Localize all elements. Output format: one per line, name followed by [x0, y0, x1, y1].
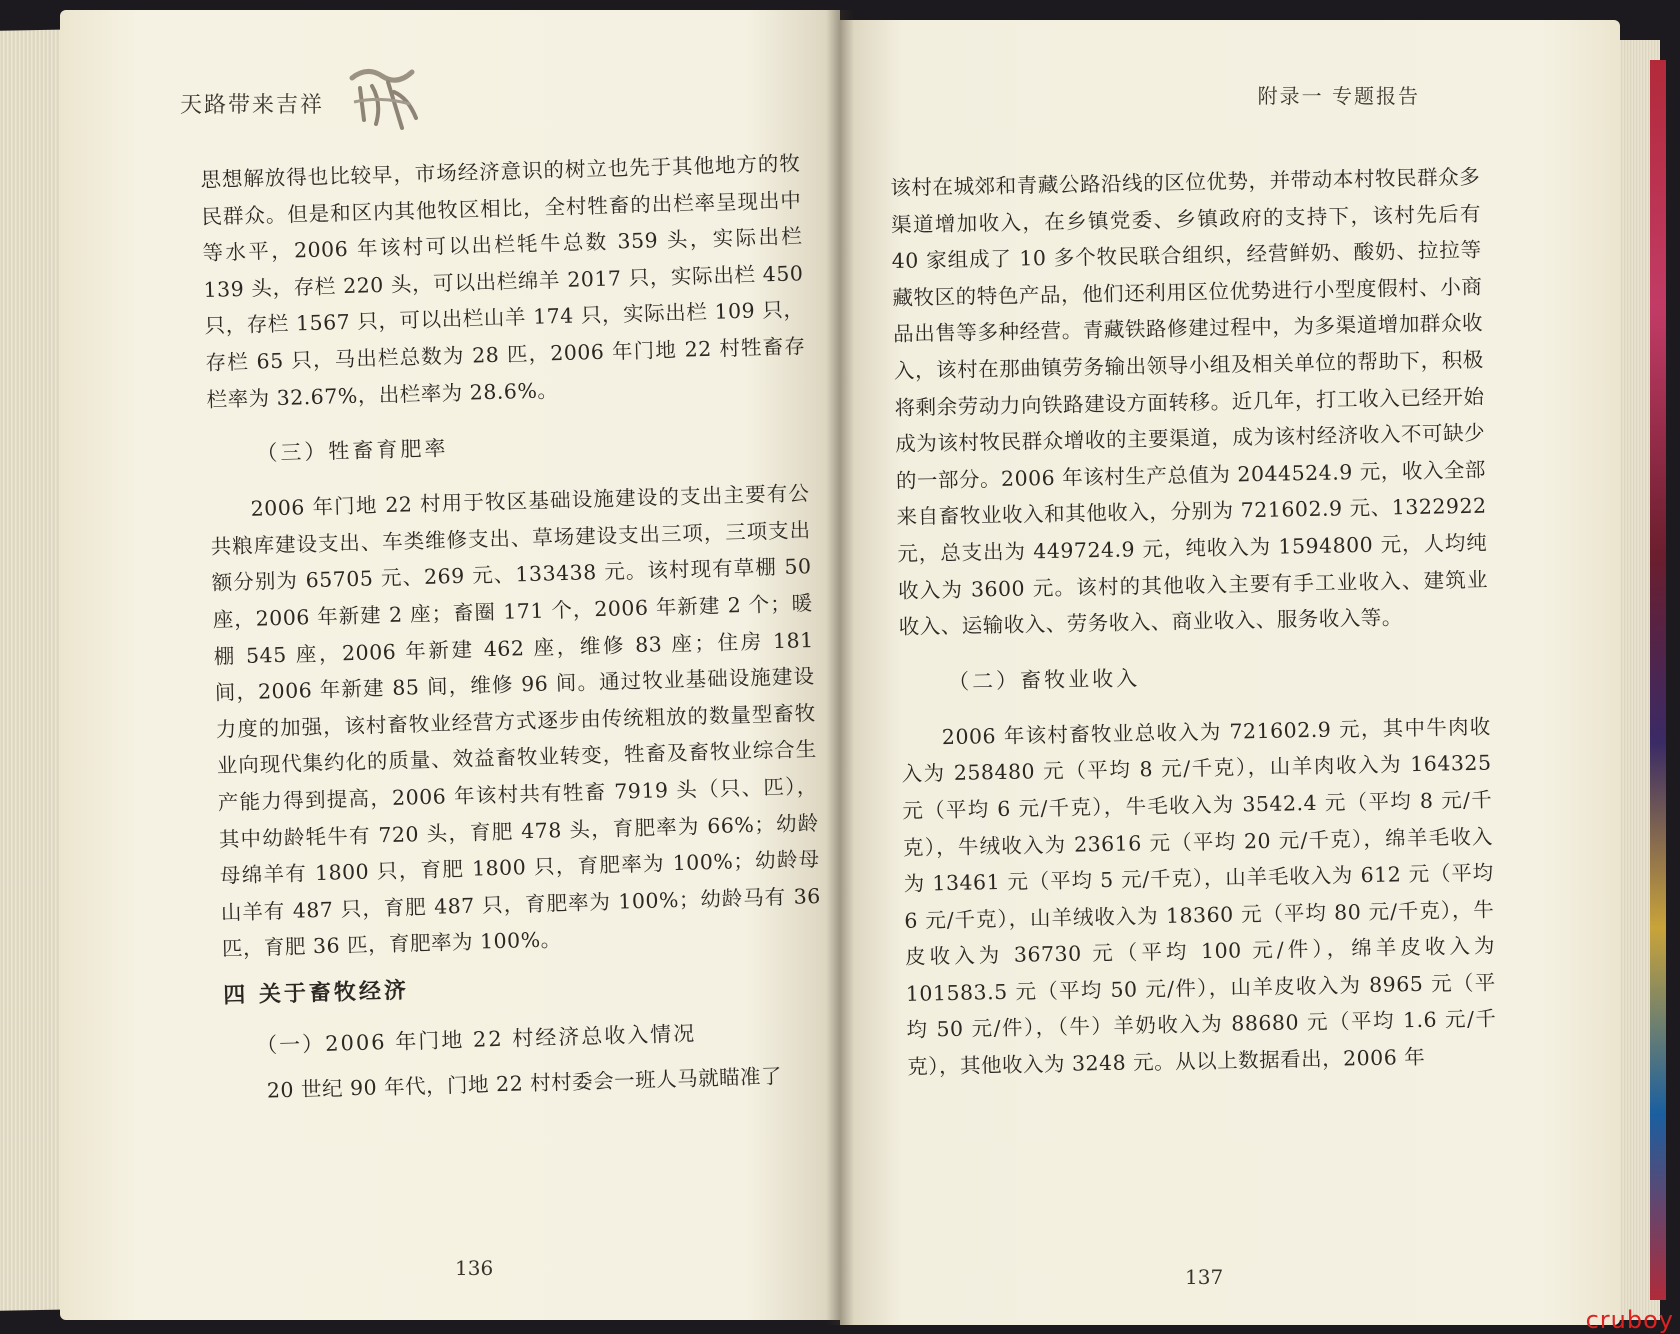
running-header-left: 天路带来吉祥 — [180, 93, 325, 118]
right-text-block — [890, 159, 1497, 1086]
running-header-right: 附录一 专题报告 — [1257, 84, 1420, 108]
book-cover-edge — [1650, 60, 1666, 1300]
left-text-block — [200, 145, 826, 1110]
page-number-left: 136 — [455, 1256, 494, 1280]
right-subheading-2: （二）畜牧业收入 — [947, 666, 1141, 694]
book-gutter — [826, 10, 854, 1325]
page-number-right: 137 — [1185, 1265, 1224, 1289]
left-paragraph-1: 思想解放得也比较早，市场经济意识的树立也先于其他地方的牧民群众。但是和区内其他牧区相比，全村牲畜的出栏率呈现出中等水平，2006 年该村可以出栏牦牛总数 359 头，实际出栏 139 头，存栏 220 头，可以出栏绵羊 2017 只，实际出栏 450 只，存栏 1567 只，可以出栏山羊 174 只，实际出栏 109 只，存栏 65 只，马出栏总数为 28 匹，2006 年门地 22 村牲畜存栏率为 32.67%，出栏率为 28.6%。 — [200, 151, 806, 412]
right-paragraph-2: 2006 年该村畜牧业总收入为 721602.9 元，其中牛肉收入为 258480 元（平均 8 元/千克），山羊肉收入为 164325 元（平均 6 元/千克），牛毛收入为 3542.4 元（平均 8 元/千克），牛绒收入为 23616 元（平均 20 元/千克），绵羊毛收入为 13461 元（平均 5 元/千克），山羊毛收入为 612 元（平均 6 元/千克），山羊绒收入为 18360 元（平均 80 元/千克），牛皮收入为 36730 元（平均 100 元/件），绵羊皮收入为 101583.5 元（平均 50 元/件），山羊皮收入为 8965 元（平均 50 元/件），（牛）羊奶收入为 88680 元（平均 1.6 元/千克），其他收入为 3248 元。从以上数据看出，2006 年 — [901, 714, 1497, 1079]
left-paragraph-2: 2006 年门地 22 村用于牧区基础设施建设的支出主要有公共粮库建设支出、车类维修支出、草场建设支出三项，三项支出额分别为 65705 元、269 元、133438 元。该村现有草棚 50 座，2006 年新建 2 座；畜圈 171 个，2006 年新建 2 个；暖棚 545 座，2006 年新建 462 座，维修 83 座；住房 181 间，2006 年新建 85 间，维修 96 间。通过牧业基础设施建设力度的加强，该村畜牧业经营方式逐步由传统粗放的数量型畜牧业向现代集约化的质量、效益畜牧业转变，牲畜及畜牧业综合生产能力得到提高，2006 年该村共有牲畜 7919 头（只、匹），其中幼龄牦牛有 720 头，育肥 478 头，育肥率为 66%；幼龄母绵羊有 1800 只，育肥 1800 只，育肥率为 100%；幼龄母山羊有 487 只，育肥 487 只，育肥率为 100%；幼龄马有 36 匹，育肥 36 匹，育肥率为 100%。 — [210, 481, 822, 961]
right-paragraph-1: 该村在城郊和青藏公路沿线的区位优势，并带动本村牧民群众多渠道增加收入，在乡镇党委、乡镇政府的支持下，该村先后有 40 家组成了 10 多个牧民联合组织，经营鲜奶、酸奶、拉拉等藏牧区的特色产品，他们还利用区位优势进行小型度假村、小商品出售等多种经营。青藏铁路修建过程中，为多渠道增加群众收入，该村在那曲镇劳务输出领导小组及相关单位的帮助下，积极将剩余劳动力向铁路建设方面转移。近几年，打工收入已经开始成为该村牧民群众增收的主要渠道，成为该村经济收入不可缺少的一部分。2006 年该村生产总值为 2044524.9 元，收入全部来自畜牧业收入和其他收入，分别为 721602.9 元、1322922 元，总支出为 449724.9 元，纯收入为 1594800 元，人均纯收入为 3600 元。该村的其他收入主要有手工业收入、建筑业收入、运输收入、劳务收入、商业收入、服务收入等。 — [890, 164, 1489, 640]
left-subheading-3: （三）牲畜育肥率 — [256, 436, 449, 466]
left-paragraph-3: 20 世纪 90 年代，门地 22 村村委会一班人马就瞄准了 — [266, 1063, 783, 1103]
left-subheading-1: （一）2006 年门地 22 村经济总收入情况 — [255, 1021, 697, 1058]
calligraphy-logo — [342, 58, 422, 134]
section-heading-4: 四 关于畜牧经济 — [222, 978, 410, 1009]
right-page — [840, 20, 1620, 1325]
left-page — [60, 10, 840, 1320]
watermark: cruboy — [1585, 1306, 1674, 1334]
